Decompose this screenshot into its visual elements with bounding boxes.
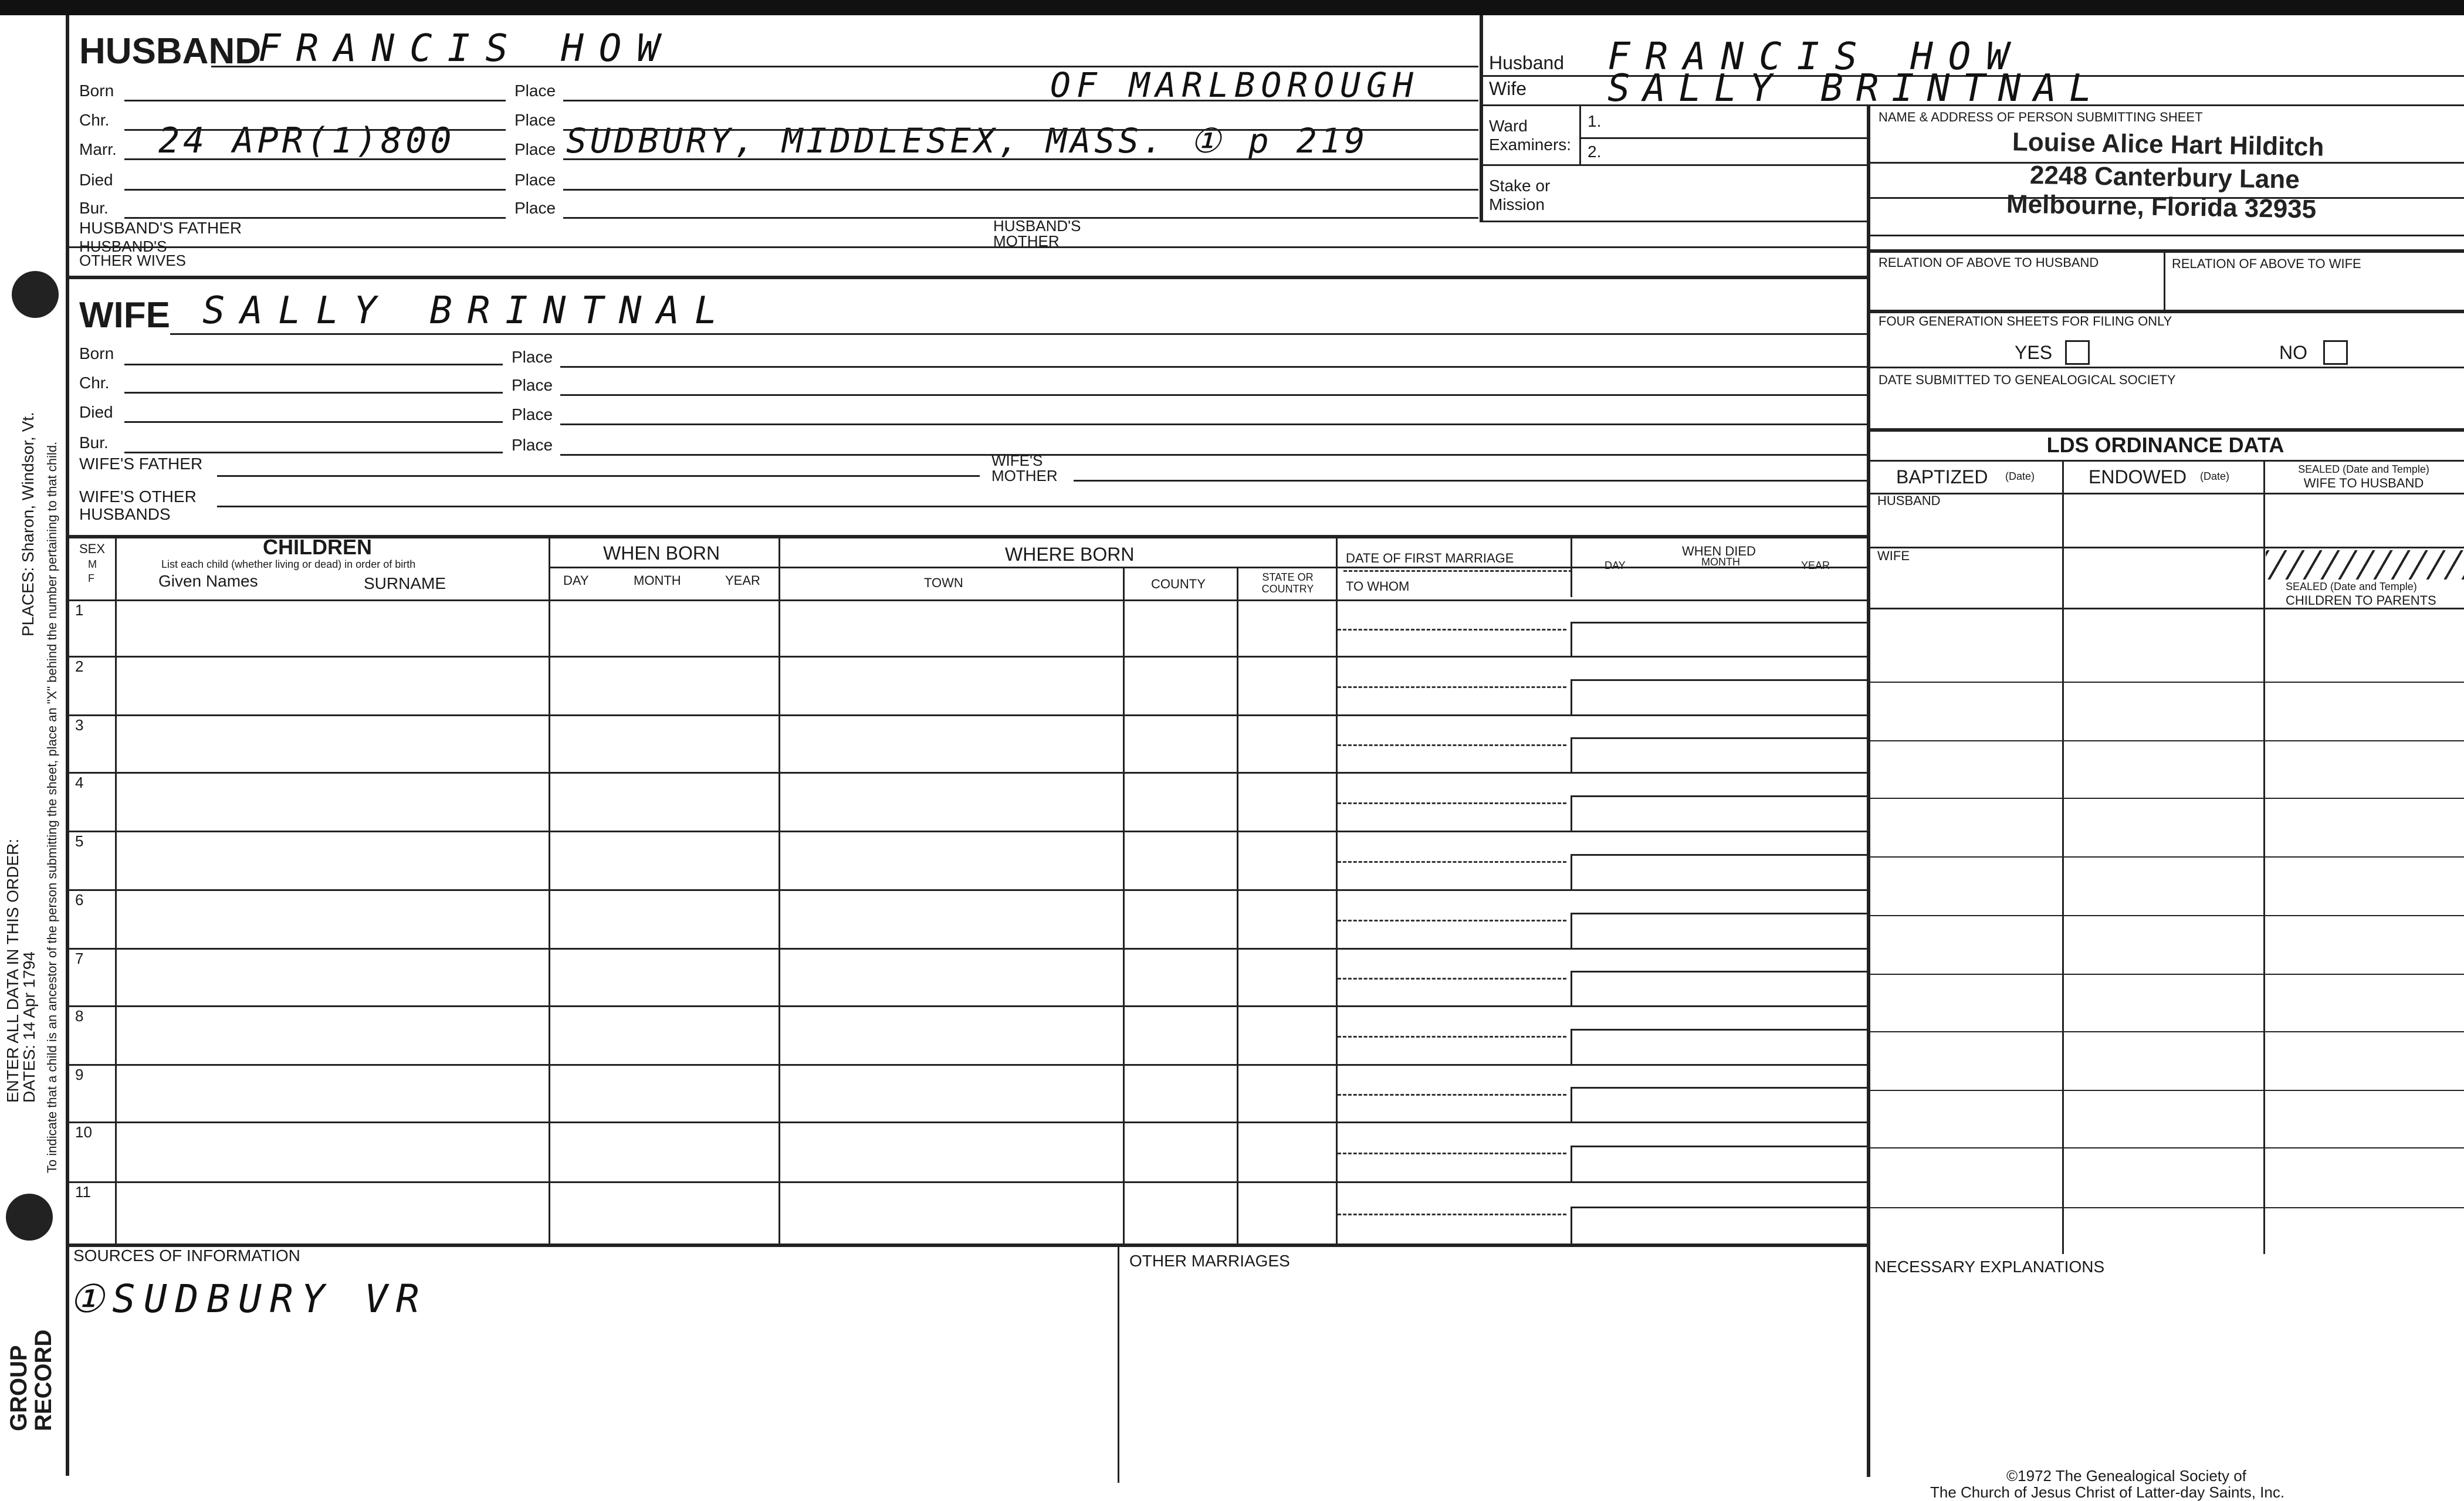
table-line xyxy=(1336,831,1867,832)
table-line xyxy=(1867,798,2464,799)
when-died-year: YEAR xyxy=(1801,560,1830,571)
when-born-label: WHEN BORN xyxy=(603,543,720,564)
relation-wife: RELATION OF ABOVE TO WIFE xyxy=(2172,256,2361,271)
marr-date: 24 APR(1)800 xyxy=(158,120,455,161)
table-line xyxy=(66,656,1336,658)
table-line xyxy=(66,772,1336,774)
table-line xyxy=(1571,1029,1867,1031)
row-number-5: 5 xyxy=(75,832,84,850)
when-born-year: YEAR xyxy=(725,573,760,588)
wife-born-label: Born xyxy=(79,344,114,362)
table-line xyxy=(1338,629,1566,631)
rb-ex2: 2. xyxy=(1588,143,1602,161)
children-sex-label: SEX xyxy=(79,541,106,556)
children-instruction: List each child (whether living or dead) in order of birth xyxy=(161,558,416,570)
table-line xyxy=(1571,1087,1572,1121)
rb-wife-value: SALLY BRINTNAL xyxy=(1607,67,2105,110)
sources-value: ①SUDBURY VR xyxy=(69,1276,428,1322)
rb-examiners-label: Examiners: xyxy=(1489,135,1572,154)
table-line xyxy=(1571,679,1572,714)
side-dates: DATES: 14 Apr 1794 xyxy=(20,951,38,1103)
row-number-9: 9 xyxy=(75,1066,84,1083)
rb-husband-value: FRANCIS HOW xyxy=(1607,35,2024,79)
lds-sealed-wife-2: WIFE TO HUSBAND xyxy=(2303,476,2424,490)
table-line xyxy=(1571,737,1867,739)
wives-other-husbands-label: WIFE'S OTHER HUSBANDS xyxy=(79,487,197,523)
lds-wife: WIFE xyxy=(1877,548,1910,563)
table-line xyxy=(1571,1207,1572,1244)
table-line xyxy=(1336,772,1867,774)
lds-sealed-child-1: SEALED (Date and Temple) xyxy=(2286,581,2417,592)
table-line xyxy=(1867,682,2464,683)
table-line xyxy=(1571,795,1572,831)
table-line xyxy=(1338,744,1566,746)
table-line xyxy=(1571,622,1572,656)
table-line xyxy=(1338,1214,1566,1215)
row-number-3: 3 xyxy=(75,716,84,734)
where-born-state: STATE OR xyxy=(1262,571,1314,583)
copyright-line2: The Church of Jesus Christ of Latter-day Saints, Inc. xyxy=(1930,1483,2285,1501)
husband-chr-place-label: Place xyxy=(515,111,556,129)
side-indicate: To indicate that a child is an ancestor of the person submitting the sheet, place an "X" behind the number pertaining to that child. xyxy=(45,441,59,1173)
submitter-line3: Melbourne, Florida 32935 xyxy=(2006,189,2317,224)
table-line xyxy=(1338,802,1566,804)
submitter-line1: Louise Alice Hart Hilditch xyxy=(2012,127,2324,162)
table-line xyxy=(1867,740,2464,741)
rb-ward-label: Ward xyxy=(1489,117,1528,135)
wife-born-place-label: Place xyxy=(512,348,553,366)
wife-name: SALLY BRINTNAL xyxy=(202,289,733,333)
wives-mother-label: WIFE'S MOTHER xyxy=(991,452,1058,484)
side-enter: ENTER ALL DATA IN THIS ORDER: xyxy=(4,838,22,1103)
husband-born-place-label: Place xyxy=(515,82,556,100)
row-number-8: 8 xyxy=(75,1007,84,1025)
table-line xyxy=(66,889,1336,891)
table-line xyxy=(66,831,1336,832)
side-group: GROUP xyxy=(6,1345,32,1431)
table-line xyxy=(1338,686,1566,688)
table-line xyxy=(1336,948,1867,950)
table-line xyxy=(1571,854,1572,889)
necessary-explanations-label: NECESSARY EXPLANATIONS xyxy=(1874,1258,2105,1276)
wife-bur-label: Bur. xyxy=(79,433,109,452)
punch-hole-top xyxy=(12,271,59,318)
table-line xyxy=(1571,1207,1867,1208)
when-died-day: DAY xyxy=(1605,560,1626,571)
row-number-1: 1 xyxy=(75,601,84,619)
husband-died-place-label: Place xyxy=(515,171,556,189)
table-line xyxy=(1336,1064,1867,1066)
no-checkbox[interactable] xyxy=(2323,340,2348,365)
husbands-mother-label: HUSBAND'S MOTHER xyxy=(993,217,1081,250)
table-line xyxy=(1336,1181,1867,1183)
table-line xyxy=(1336,1005,1867,1007)
sources-label: SOURCES OF INFORMATION xyxy=(73,1246,300,1265)
table-line xyxy=(1336,1121,1867,1123)
lds-title: LDS ORDINANCE DATA xyxy=(2046,433,2284,457)
row-number-10: 10 xyxy=(75,1123,92,1141)
lds-baptized-date: (Date) xyxy=(2005,470,2035,482)
no-label: NO xyxy=(2279,342,2307,363)
table-line xyxy=(1867,1031,2464,1032)
table-line xyxy=(66,1005,1336,1007)
table-line xyxy=(1336,714,1867,716)
table-line xyxy=(1571,679,1867,681)
husband-bur-place-label: Place xyxy=(515,199,556,217)
rb-wife-label: Wife xyxy=(1489,78,1527,99)
table-line xyxy=(1571,1029,1572,1064)
other-marriages-label: OTHER MARRIAGES xyxy=(1129,1252,1290,1270)
table-line xyxy=(1336,889,1867,891)
table-line xyxy=(1571,913,1572,948)
husband-born-label: Born xyxy=(79,82,114,100)
where-born-county: COUNTY xyxy=(1151,577,1206,591)
lds-sealed-child-2: CHILDREN TO PARENTS xyxy=(2286,593,2436,608)
table-line xyxy=(1867,856,2464,858)
children-title: CHILDREN xyxy=(263,535,372,559)
wives-father-label: WIFE'S FATHER xyxy=(79,455,203,473)
husbands-father-label: HUSBAND'S FATHER xyxy=(79,219,242,237)
table-line xyxy=(1336,656,1867,658)
punch-hole-bottom xyxy=(6,1194,53,1241)
row-number-7: 7 xyxy=(75,950,84,967)
submitter-line2: 2248 Canterbury Lane xyxy=(2029,160,2300,195)
where-born-town: TOWN xyxy=(924,575,963,590)
husband-died-label: Died xyxy=(79,171,113,189)
row-number-11: 11 xyxy=(75,1183,91,1201)
marr-place: SUDBURY, MIDDLESEX, MASS. ① p 219 xyxy=(566,121,1369,161)
table-line xyxy=(1571,1146,1572,1181)
table-line xyxy=(1571,1087,1867,1089)
table-line xyxy=(1338,1094,1566,1096)
husband-marr-place-label: Place xyxy=(515,140,556,158)
lds-husband: HUSBAND xyxy=(1877,493,1941,508)
wife-chr-place-label: Place xyxy=(512,376,553,394)
table-line xyxy=(66,714,1336,716)
where-born-country: COUNTRY xyxy=(1261,583,1314,595)
rb-mission-label: Mission xyxy=(1489,195,1545,214)
table-line xyxy=(1571,971,1867,973)
lds-baptized: BAPTIZED xyxy=(1896,466,1988,487)
four-gen-label: FOUR GENERATION SHEETS FOR FILING ONLY xyxy=(1879,314,2172,328)
table-line xyxy=(1867,974,2464,975)
wife-bur-place-label: Place xyxy=(512,436,553,454)
table-line xyxy=(66,1121,1336,1123)
wife-chr-label: Chr. xyxy=(79,374,110,392)
table-line xyxy=(1571,971,1572,1005)
lds-hatched-cell xyxy=(2266,550,2464,580)
table-line xyxy=(1571,1146,1867,1147)
when-died-label: WHEN DIED xyxy=(1682,544,1756,558)
wife-died-place-label: Place xyxy=(512,405,553,423)
children-given-names: Given Names xyxy=(158,572,258,590)
wife-header: WIFE xyxy=(79,295,170,336)
rb-husband-label: Husband xyxy=(1489,52,1565,73)
where-born-label: WHERE BORN xyxy=(1005,544,1135,565)
date-submitted-label: DATE SUBMITTED TO GENEALOGICAL SOCIETY xyxy=(1879,372,2176,387)
table-line xyxy=(66,948,1336,950)
frame-left xyxy=(66,15,69,1476)
row-number-2: 2 xyxy=(75,658,84,675)
row-number-4: 4 xyxy=(75,774,84,791)
table-line xyxy=(1867,1147,2464,1148)
table-line xyxy=(1867,1207,2464,1208)
table-line xyxy=(1338,978,1566,980)
husband-bur-label: Bur. xyxy=(79,199,109,217)
table-line xyxy=(1571,622,1867,624)
husband-marr-label: Marr. xyxy=(79,140,117,158)
rb-stake-label: Stake or xyxy=(1489,177,1551,195)
when-born-day: DAY xyxy=(563,573,589,588)
table-line xyxy=(1571,913,1867,914)
husbands-other-wives-label: HUSBAND'S OTHER WIVES xyxy=(79,238,187,269)
table-line xyxy=(1338,1153,1566,1154)
table-line xyxy=(1571,795,1867,797)
table-line xyxy=(1571,854,1867,856)
lds-endowed-date: (Date) xyxy=(2200,470,2230,482)
table-line xyxy=(66,1064,1336,1066)
relation-husband: RELATION OF ABOVE TO HUSBAND xyxy=(1879,255,2099,270)
to-whom-label: TO WHOM xyxy=(1346,579,1410,594)
lds-endowed: ENDOWED xyxy=(2089,466,2187,487)
husband-header: HUSBAND xyxy=(79,31,261,72)
side-record: RECORD xyxy=(31,1329,56,1431)
row-number-6: 6 xyxy=(75,891,84,909)
table-line xyxy=(1867,1090,2464,1091)
table-line xyxy=(66,1181,1336,1183)
yes-label: YES xyxy=(2015,342,2053,363)
table-line xyxy=(1338,1036,1566,1038)
scan-top-band xyxy=(0,0,2464,15)
children-sex-f: F xyxy=(88,572,94,584)
copyright-line1: ©1972 The Genealogical Society of xyxy=(2006,1467,2246,1485)
husband-place-note: OF MARLBOROUGH xyxy=(1050,65,1419,105)
children-sex-m: M xyxy=(88,558,97,570)
rb-ex1: 1. xyxy=(1588,112,1602,130)
wife-died-label: Died xyxy=(79,403,113,421)
first-marriage-label: DATE OF FIRST MARRIAGE xyxy=(1346,551,1514,565)
husband-chr-label: Chr. xyxy=(79,111,110,129)
table-line xyxy=(1867,915,2464,916)
yes-checkbox[interactable] xyxy=(2065,340,2090,365)
side-places: PLACES: Sharon, Windsor, Vt. xyxy=(19,412,37,636)
lds-sealed-wife-1: SEALED (Date and Temple) xyxy=(2298,463,2429,475)
table-line xyxy=(1338,861,1566,863)
table-line xyxy=(1571,737,1572,772)
when-died-month: MONTH xyxy=(1701,556,1740,568)
husband-name: FRANCIS HOW xyxy=(258,27,675,70)
table-line xyxy=(1338,920,1566,921)
when-born-month: MONTH xyxy=(634,573,681,588)
children-surname: SURNAME xyxy=(364,574,446,592)
submitter-heading: NAME & ADDRESS OF PERSON SUBMITTING SHEET xyxy=(1879,110,2203,124)
